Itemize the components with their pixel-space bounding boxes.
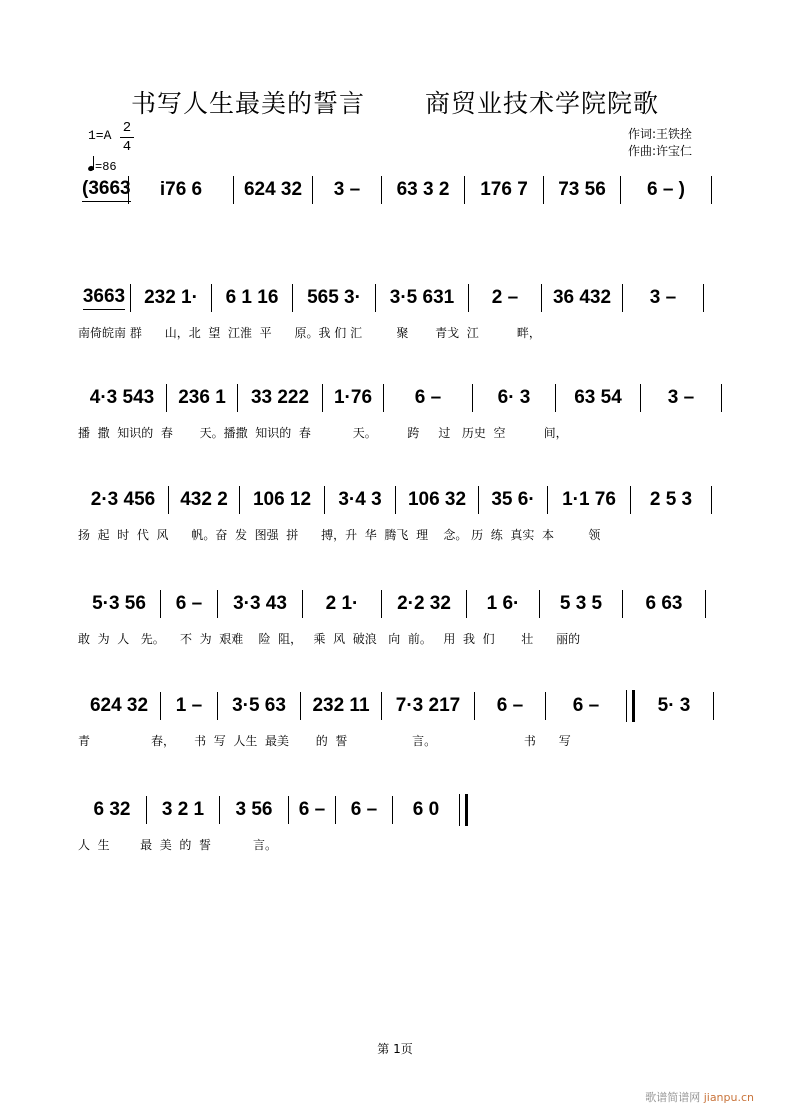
measure: 5·3 56	[92, 593, 146, 614]
measure: 7·3 217	[395, 695, 461, 716]
score-line-3	[78, 380, 728, 440]
lyrics-row: 播 撒 知识的 春 天。播撒 知识的 春 天。 跨 过 历史 空 间，	[78, 426, 568, 440]
barline	[703, 284, 704, 312]
measure: 106 32	[407, 489, 467, 510]
measure: 3663	[78, 280, 130, 316]
barline	[713, 692, 714, 720]
measure: 565 3·	[307, 287, 361, 308]
measure: 2·2 32	[397, 593, 451, 614]
measure: 63 54	[574, 387, 622, 408]
credits	[628, 126, 692, 160]
measure: (3663	[78, 172, 128, 208]
score-line-2	[78, 280, 728, 340]
tempo-marking: =86	[88, 156, 117, 174]
measure: 6 –	[350, 799, 378, 820]
measure: 6 1 16	[225, 287, 279, 308]
measure: 2 1·	[325, 593, 359, 614]
measure: 3·3 43	[233, 593, 287, 614]
measure: 35 6·	[491, 489, 535, 510]
time-top: 2	[122, 120, 132, 136]
lyrics-row: 青 春， 书 写 人生 最美 的 誓 言。 书 写	[78, 734, 571, 748]
barline	[721, 384, 722, 412]
measure: 6 –	[572, 695, 600, 716]
watermark	[645, 1089, 754, 1105]
repeat-barline	[626, 690, 635, 722]
measure: 36 432	[552, 287, 612, 308]
time-signature	[120, 120, 134, 155]
measure: 176 7	[480, 179, 528, 200]
measure: 624 32	[89, 695, 149, 716]
score-line-6	[78, 688, 728, 748]
measure: 3 56	[235, 799, 273, 820]
measure: 432 2	[180, 489, 228, 510]
measure: 2 –	[491, 287, 519, 308]
measure: 236 1	[178, 387, 226, 408]
measure: 6 –	[175, 593, 203, 614]
score-line-1	[78, 172, 728, 232]
barline	[711, 486, 712, 514]
title-main: 书写人生最美的誓言	[130, 89, 365, 118]
measure: 4·3 543	[89, 387, 155, 408]
measure: 106 12	[252, 489, 312, 510]
measure: 1 –	[175, 695, 203, 716]
measure: 63 3 2	[396, 179, 450, 200]
barline	[711, 176, 712, 204]
measure: 3 2 1	[161, 799, 205, 820]
measure: 6 –	[298, 799, 326, 820]
measure: 6 63	[645, 593, 683, 614]
measure: i76 6	[159, 179, 203, 200]
barline	[705, 590, 706, 618]
score-line-5	[78, 586, 728, 646]
notes-row	[78, 482, 728, 518]
measure: 33 222	[250, 387, 310, 408]
notes-row	[78, 280, 728, 316]
composer: 作曲:许宝仁	[628, 144, 693, 158]
measure: 1 6·	[486, 593, 520, 614]
watermark-en: jianpu.cn	[703, 1091, 754, 1104]
song-title	[0, 84, 790, 120]
notes-row	[78, 380, 728, 416]
title-subtitle: 商贸业技术学院院歌	[425, 89, 660, 118]
measure: 6 32	[93, 799, 131, 820]
notes-row	[78, 688, 728, 724]
measure: 232 11	[312, 695, 370, 716]
measure: 3 –	[667, 387, 695, 408]
watermark-cn: 歌谱简谱网	[645, 1091, 701, 1104]
lyrics-row: 人 生 最 美 的 誓 言。	[78, 838, 277, 852]
measure: 6 –	[496, 695, 524, 716]
measure: 5· 3	[657, 695, 691, 716]
notes-row	[78, 792, 728, 828]
page-number: 第 1页	[377, 1042, 413, 1056]
measure: 3·5 63	[232, 695, 286, 716]
measure: 2·3 456	[90, 489, 156, 510]
measure: 624 32	[243, 179, 303, 200]
measure: 3 –	[333, 179, 361, 200]
measure: 2 5 3	[649, 489, 693, 510]
score-line-7	[78, 792, 728, 852]
measure: 1·76	[333, 387, 373, 408]
measure: 1·1 76	[562, 489, 616, 510]
measure: 73 56	[558, 179, 606, 200]
score-line-4	[78, 482, 728, 542]
notes-row	[78, 172, 728, 208]
measure: 3 –	[649, 287, 677, 308]
measure: 6 –	[414, 387, 442, 408]
quarter-note-icon	[87, 165, 94, 172]
measure: 6· 3	[497, 387, 531, 408]
time-bottom: 4	[122, 139, 132, 155]
lyrics-row: 扬 起 时 代 风 帆。奋 发 图强 拼 搏，升 华 腾飞 理 念。 历 练 真实 本 领	[78, 528, 601, 542]
lyrics-row: 南倚皖南 群 山，北 望 江淮 平 原。我 们 汇 聚 青戈 江 畔，	[78, 326, 541, 340]
measure: 5 3 5	[559, 593, 603, 614]
lyrics-row: 敢 为 人 先。 不 为 艰难 险 阻， 乘 风 破浪 向 前。 用 我 们 壮 丽的	[78, 632, 581, 646]
measure: 3·4 3	[338, 489, 382, 510]
key-signature: 1=A	[88, 128, 112, 143]
notes-row	[78, 586, 728, 622]
measure: 6 0	[412, 799, 440, 820]
measure: 6 – )	[646, 179, 686, 200]
measure: 3·5 631	[389, 287, 455, 308]
final-barline	[459, 794, 468, 826]
measure: 232 1·	[144, 287, 198, 308]
lyricist: 作词:王铁拴	[628, 127, 693, 141]
